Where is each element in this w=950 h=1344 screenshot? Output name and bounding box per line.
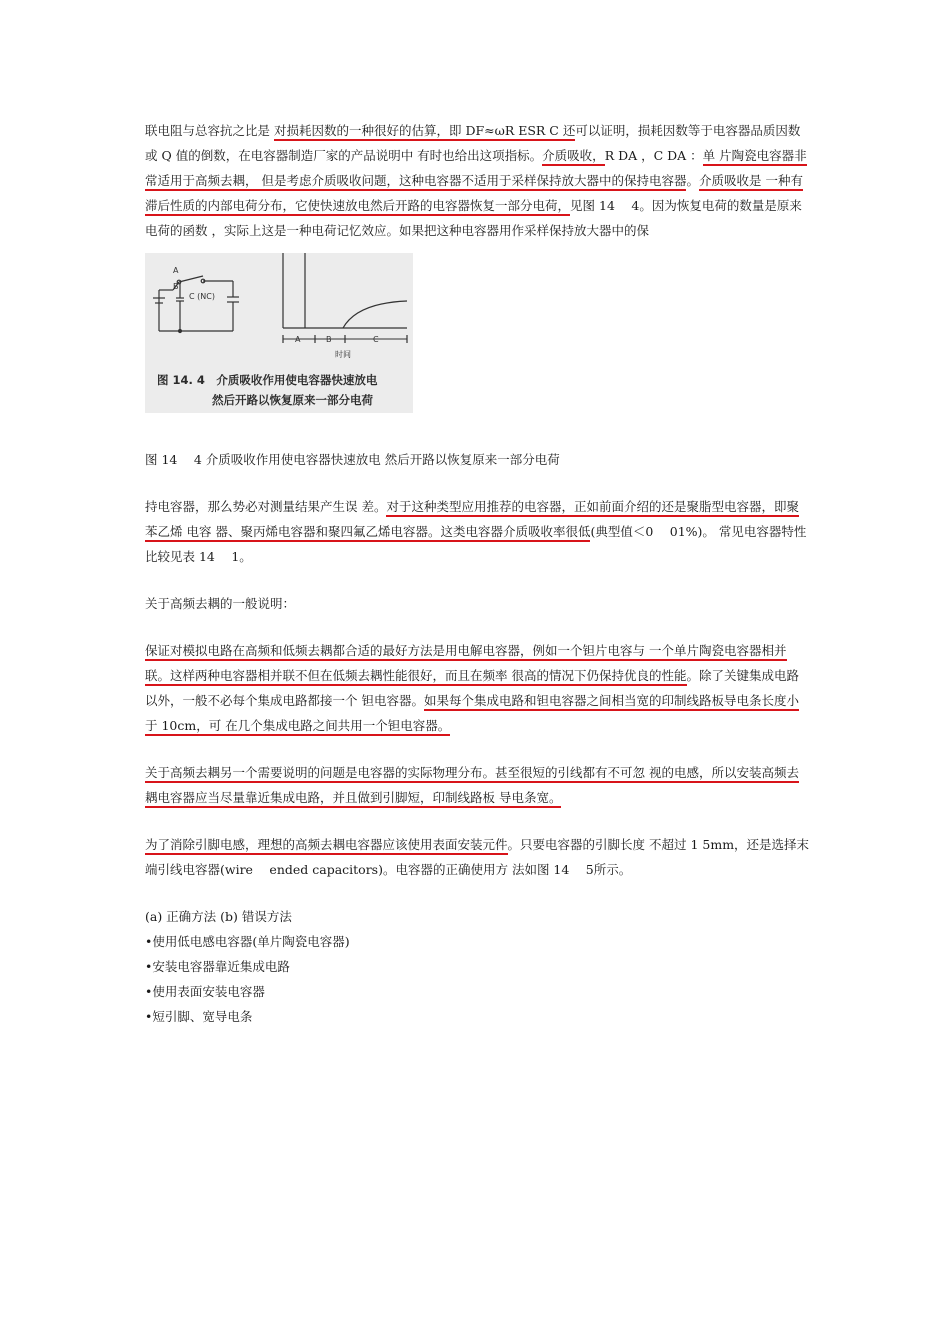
bullet-list (145, 929, 810, 1029)
document-page (145, 118, 810, 1029)
time-axis-label: 时间 (335, 350, 351, 359)
axis-label-b: B (326, 335, 332, 344)
underlined-text: 如果每个集成电路和钽电容器之间相当宽的印制线路板导电条长度小于 10cm，可 在几个集成电路之间共用一个钽电容器。 (145, 693, 799, 736)
underlined-text: 这样两种电容器相并联不但在低频去耦性能很好， (170, 668, 445, 686)
axis-label-c: C (373, 335, 379, 344)
underlined-text: 所以安装高频去耦电容器应当尽量靠近集成电路，并且做到引脚短，印制线路板 导电条宽。 (145, 765, 799, 808)
figure-caption: 图 14 4 介质吸收作用使电容器快速放电 然后开路以恢复原来一部分电荷 (145, 452, 560, 467)
underlined-text: 对损耗因数的一种很好的估算，即 DF≈ωR ESR C 还 (274, 123, 575, 141)
paragraph-recommended-capacitors: 持电容器，那么势必对测量结果产生误 差。对于这种类型应用推荐的电容器，正如前面介绍的还是聚脂型电容器，即聚苯乙烯 电容 器、聚丙烯电容器和聚四氟乙烯电容器。这类电容器介质吸收率很低(典型值＜0 01%)。 常见电容器特性比较见表 14 1。 (145, 499, 807, 564)
paragraph-physical-distribution (145, 760, 810, 810)
list-item: •安装电容器靠近集成电路 (145, 959, 290, 974)
axis-label-a: A (295, 335, 301, 344)
section-heading: 关于高频去耦的一般说明： (145, 596, 296, 611)
underlined-text: 介质吸收， (542, 148, 605, 166)
underlined-text: 即聚苯乙烯 电容 器、聚丙烯电容器和聚四氟乙烯电容器。这类电容器介质吸收率很低 (145, 499, 799, 542)
list-item: •短引脚、宽导电条 (145, 1009, 253, 1024)
label-b: B (173, 282, 179, 291)
underlined-text: 而且在频率 很高的情况下仍保持优良的性能 (445, 668, 686, 686)
methods-line: (a) 正确方法 (b) 错误方法 (145, 909, 292, 924)
underlined-text: 例如一个钽片电容与 一个单片陶瓷电容器相并联。 (145, 643, 787, 686)
figure-14-4-image (145, 253, 413, 413)
underlined-text: 对于这种类型应用推荐的电容器，正如前面介绍的还是聚脂型电容器， (386, 499, 774, 517)
paragraph-decoupling-method: 保证对模拟电路在高频和低频去耦都合适的最好方法是用电解电容器，例如一个钽片电容与 一个单片陶瓷电容器相并联。这样两种电容器相并联不但在低频去耦性能很好，而且在频率 很高的情况下仍保持优良的性能。除了关键集成电路以外，一般不必每个集成电路都接一个 钽电容器。如果每个集成电路和钽电容器之间相当宽的印制线路板导电条长度小于 10cm，可 在几个集成电路之间共用一个钽电容器。 (145, 638, 810, 738)
underlined-text: 单 片陶瓷电容器非常适用于高频去耦， 但是考虑介质吸收问题，这种电容器不适用于采样保持放大器中的保持电容器 (145, 148, 807, 191)
label-c-nc: C (NC) (189, 292, 215, 301)
underlined-text: 为了消除引脚电感，理想的高频去耦电容器应该使用表面安装元件 (145, 837, 508, 855)
underlined-text: 保证对模拟电路在高频和低频去耦都合适的最好方法是用电解电容器， (145, 643, 533, 661)
underlined-text: 甚至很短的引线都有不可忽 视的电感， (495, 765, 711, 783)
underlined-text: 介质吸收是 一种有滞后性质的内部电荷分布， (145, 173, 803, 216)
list-item: •使用低电感电容器(单片陶瓷电容器) (145, 934, 350, 949)
paragraph-dielectric-absorption: 联电阻与总容抗之比是 对损耗因数的一种很好的估算，即 DF≈ωR ESR C 还可以证明，损耗因数等于电容器品质因数或 Q 值的倒数，在电容器制造厂家的产品说明中 有时也给出这项指标。介质吸收，R DA ，C DA ：单 片陶瓷电容器非常适用于高频去耦， 但是考虑介质吸收问题，这种电容器不适用于采样保持放大器中的保持电容器。介质吸收是 一种有滞后性质的内部电荷分布，它使快速放电然后开路的电容器恢复一部分电荷，见图 14 4。因为恢复电荷的数量是原来电荷的函数 ，实际上这是一种电荷记忆效应。如果把这种电容器用作采样保持放大器中的保 (145, 123, 807, 238)
underlined-text: 它使快速放电然后开路的电容器恢复一部分电荷， (295, 198, 570, 216)
label-a: A (173, 266, 179, 275)
underlined-text: 关于高频去耦另一个需要说明的问题是电容器的实际物理分布。 (145, 765, 495, 783)
list-item: •使用表面安装电容器 (145, 984, 265, 999)
figure-embedded-caption: 图 14. 4 介质吸收作用使电容器快速放电 然后开路以恢复原来一部分电荷 (157, 373, 378, 407)
paragraph-surface-mount: 为了消除引脚电感，理想的高频去耦电容器应该使用表面安装元件。只要电容器的引脚长度 不超过 1 5mm，还是选择末端引线电容器(wire ended capacitors)。电容器的正确使用方 法如图 14 5所示。 (145, 837, 810, 877)
